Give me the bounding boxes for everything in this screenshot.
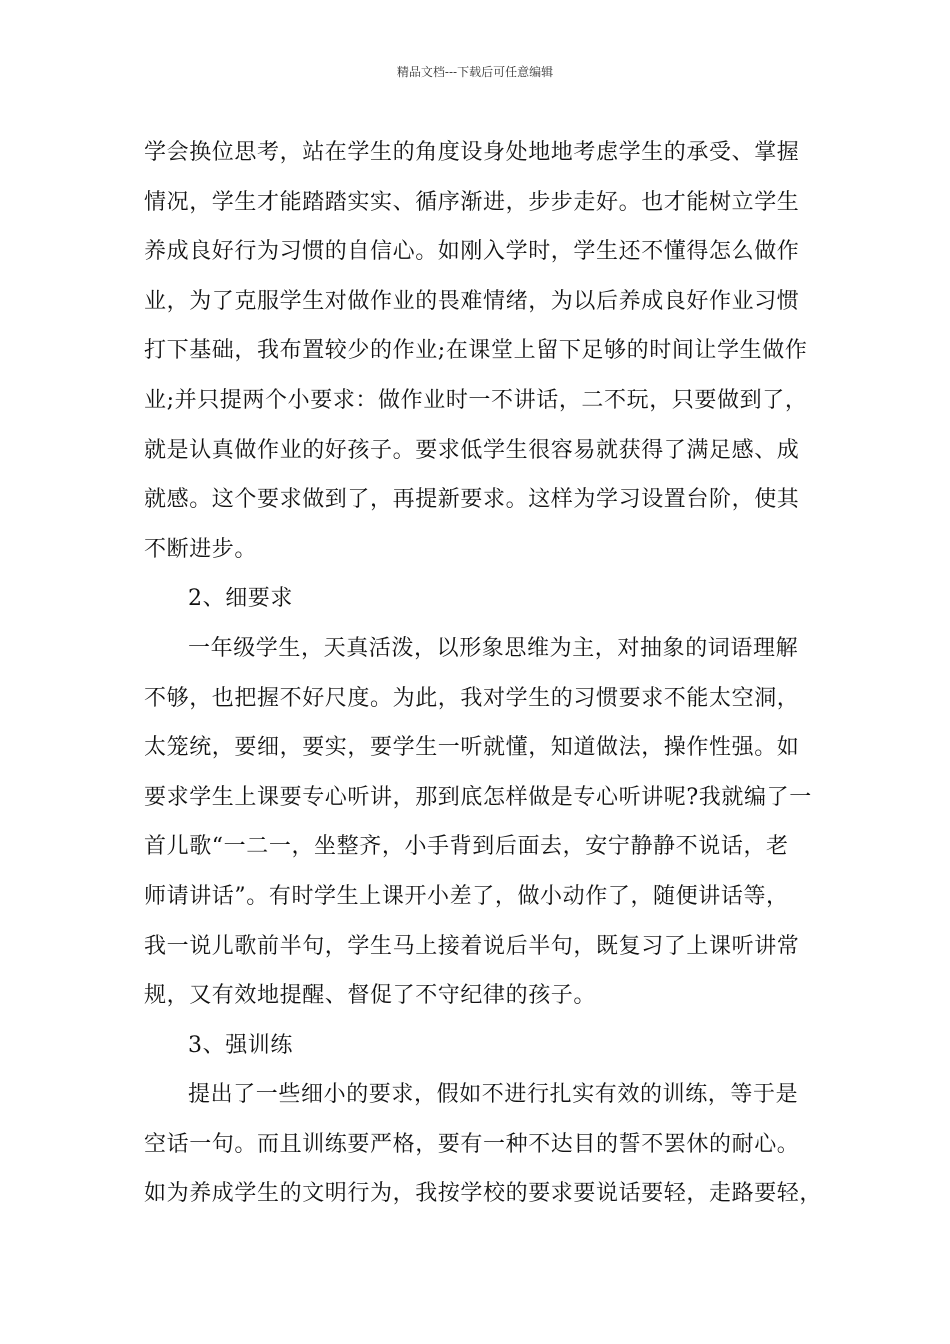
text-line: 就感。这个要求做到了，再提新要求。这样为学习设置台阶，使其 bbox=[144, 487, 800, 513]
text-line: 学会换位思考，站在学生的角度设身处地地考虑学生的承受、掌握 bbox=[144, 140, 800, 165]
text-line: 要求学生上课要专心听讲，那到底怎样做是专心听讲呢?我就编了一 bbox=[144, 784, 812, 810]
page-header: 精品文档---下载后可任意编辑 bbox=[396, 65, 554, 79]
text-line: 规，又有效地提醒、督促了不守纪律的孩子。 bbox=[144, 983, 597, 1009]
text-line: 师请讲话”。有时学生上课开小差了，做小动作了，随便讲话等， bbox=[144, 883, 789, 909]
document-body bbox=[144, 128, 834, 1219]
text-line: 就是认真做作业的好孩子。要求低学生很容易就获得了满足感、成 bbox=[144, 437, 800, 463]
text-line: 如为养成学生的文明行为，我按学校的要求要说话要轻，走路要轻， bbox=[144, 1181, 823, 1207]
text-line: 2、细要求 bbox=[188, 586, 293, 612]
text-line: 首儿歌“一二一，坐整齐，小手背到后面去，安宁静静不说话，老 bbox=[144, 834, 789, 860]
text-line: 3、强训练 bbox=[188, 1032, 293, 1058]
text-line: 情况，学生才能踏踏实实、循序渐进，步步走好。也才能树立学生 bbox=[144, 189, 800, 215]
text-line: 业;并只提两个小要求：做作业时一不讲话，二不玩，只要做到了， bbox=[144, 387, 808, 413]
text-line: 空话一句。而且训练要严格，要有一种不达目的誓不罢休的耐心。 bbox=[144, 1131, 800, 1157]
text-line: 不够，也把握不好尺度。为此，我对学生的习惯要求不能太空洞， bbox=[144, 685, 800, 711]
text-line: 养成良好行为习惯的自信心。如刚入学时，学生还不懂得怎么做作 bbox=[144, 239, 800, 265]
text-line: 太笼统，要细，要实，要学生一听就懂，知道做法，操作性强。如 bbox=[144, 735, 800, 761]
text-line: 不断进步。 bbox=[144, 536, 258, 562]
text-line: 提出了一些细小的要求，假如不进行扎实有效的训练，等于是 bbox=[188, 1082, 799, 1108]
text-line: 一年级学生，天真活泼，以形象思维为主，对抽象的词语理解 bbox=[188, 635, 799, 661]
text-line: 打下基础，我布置较少的作业;在课堂上留下足够的时间让学生做作 bbox=[144, 338, 808, 364]
text-line: 我一说儿歌前半句，学生马上接着说后半句，既复习了上课听讲常 bbox=[144, 933, 800, 959]
text-line: 业，为了克服学生对做作业的畏难情绪，为以后养成良好作业习惯 bbox=[144, 288, 800, 314]
